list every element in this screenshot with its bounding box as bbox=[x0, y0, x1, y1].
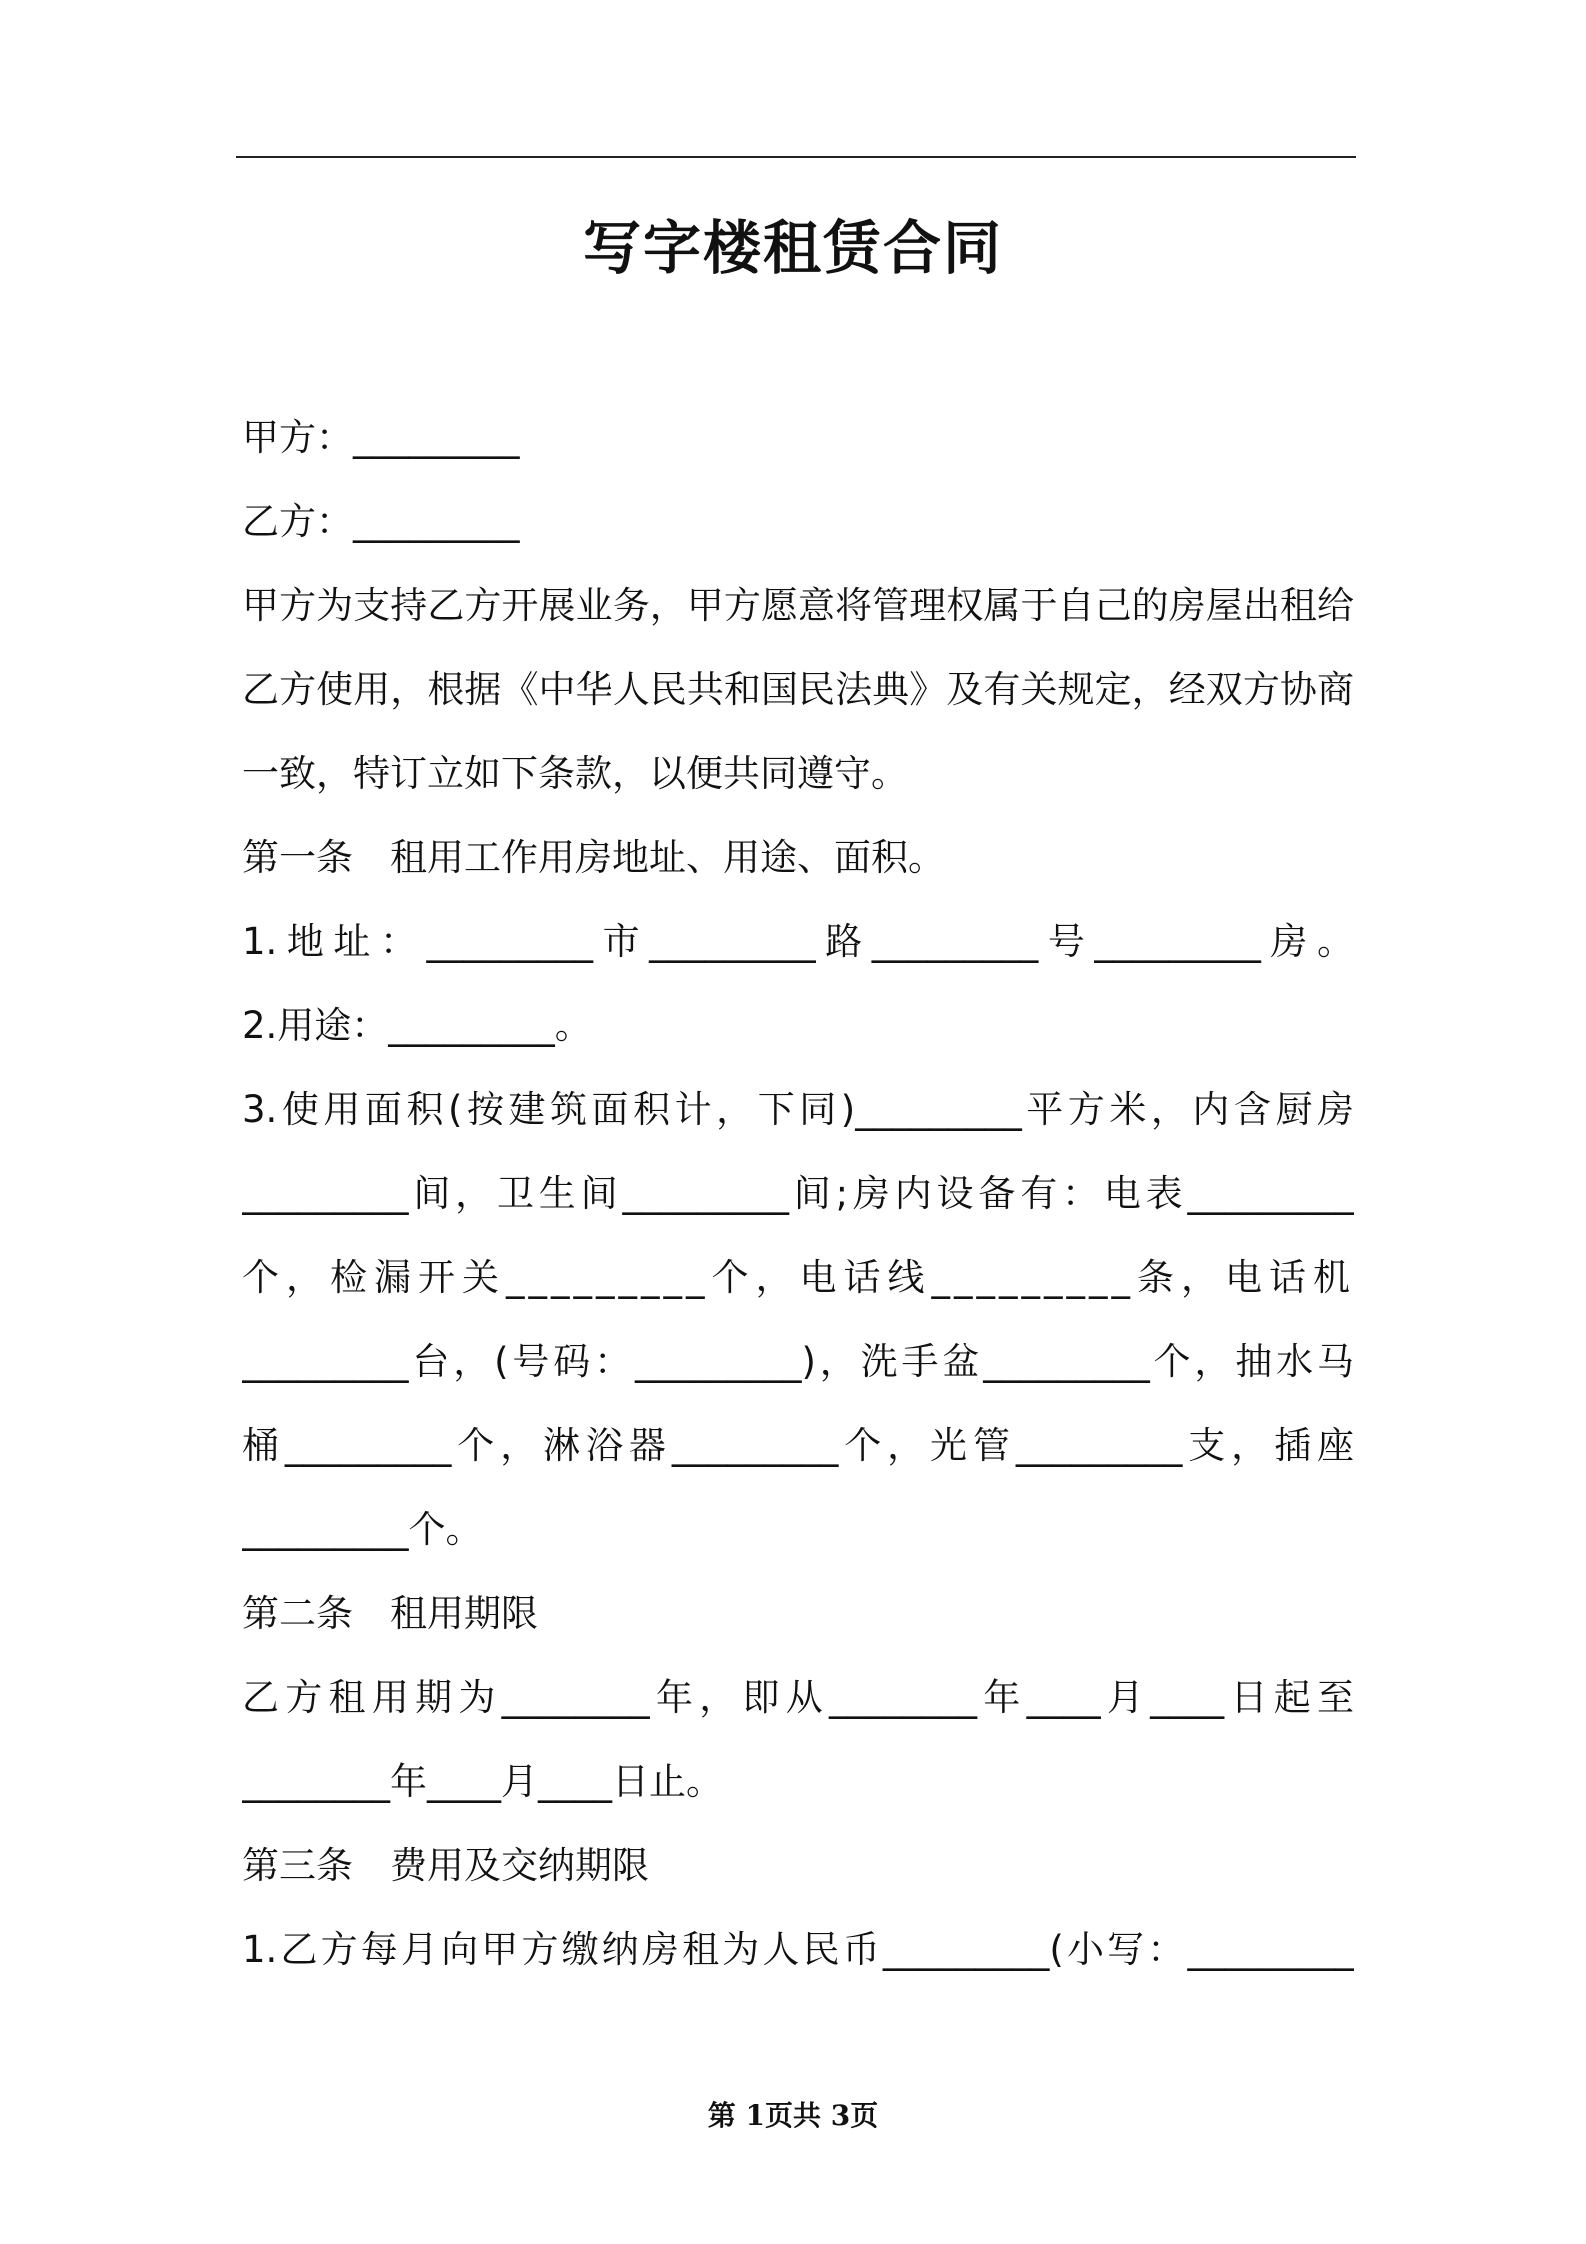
header-rule bbox=[236, 156, 1356, 158]
purpose-line: 2.用途：_________。 bbox=[242, 1004, 592, 1047]
party-b-line: 乙方：_________ bbox=[242, 500, 520, 543]
area-line-3: 个，检漏开关_________个，电话线_________条，电话机 bbox=[242, 1256, 1354, 1299]
area-line-1: 3.使用面积(按建筑面积计，下同)_________平方米，内含厨房 bbox=[242, 1088, 1354, 1131]
article-2-heading: 第二条 租用期限 bbox=[242, 1592, 538, 1635]
article-3-heading: 第三条 费用及交纳期限 bbox=[242, 1844, 649, 1887]
area-line-5: 桶_________个，淋浴器_________个，光管_________支，插座 bbox=[242, 1424, 1354, 1467]
document-title: 写字楼租赁合同 bbox=[582, 214, 1003, 282]
preamble-line-1: 甲方为支持乙方开展业务，甲方愿意将管理权属于自己的房屋出租给 bbox=[242, 584, 1354, 627]
contract-body bbox=[242, 396, 1354, 1992]
party-a-line: 甲方：_________ bbox=[242, 416, 520, 459]
area-line-6: _________个。 bbox=[242, 1508, 483, 1551]
page-footer: 第 1页共 3页 bbox=[707, 2099, 879, 2132]
preamble-line-2: 乙方使用，根据《中华人民共和国民法典》及有关规定，经双方协商 bbox=[242, 668, 1354, 711]
address-line: 1.地址：_________市_________路_________号_________房。 bbox=[242, 920, 1354, 963]
rent-line-1: 1.乙方每月向甲方缴纳房租为人民币_________(小写：_________ bbox=[242, 1928, 1354, 1971]
area-line-4: _________台，(号码：_________)，洗手盆_________个，抽水马 bbox=[242, 1340, 1354, 1383]
term-line-2: ________年____月____日止。 bbox=[242, 1760, 723, 1803]
term-line-1: 乙方租用期为________年，即从________年____月____日起至 bbox=[242, 1676, 1354, 1719]
article-1-heading: 第一条 租用工作用房地址、用途、面积。 bbox=[242, 836, 945, 879]
area-line-2: _________间，卫生间_________间;房内设备有：电表_________ bbox=[242, 1172, 1354, 1215]
preamble-line-3: 一致，特订立如下条款，以便共同遵守。 bbox=[242, 752, 908, 795]
